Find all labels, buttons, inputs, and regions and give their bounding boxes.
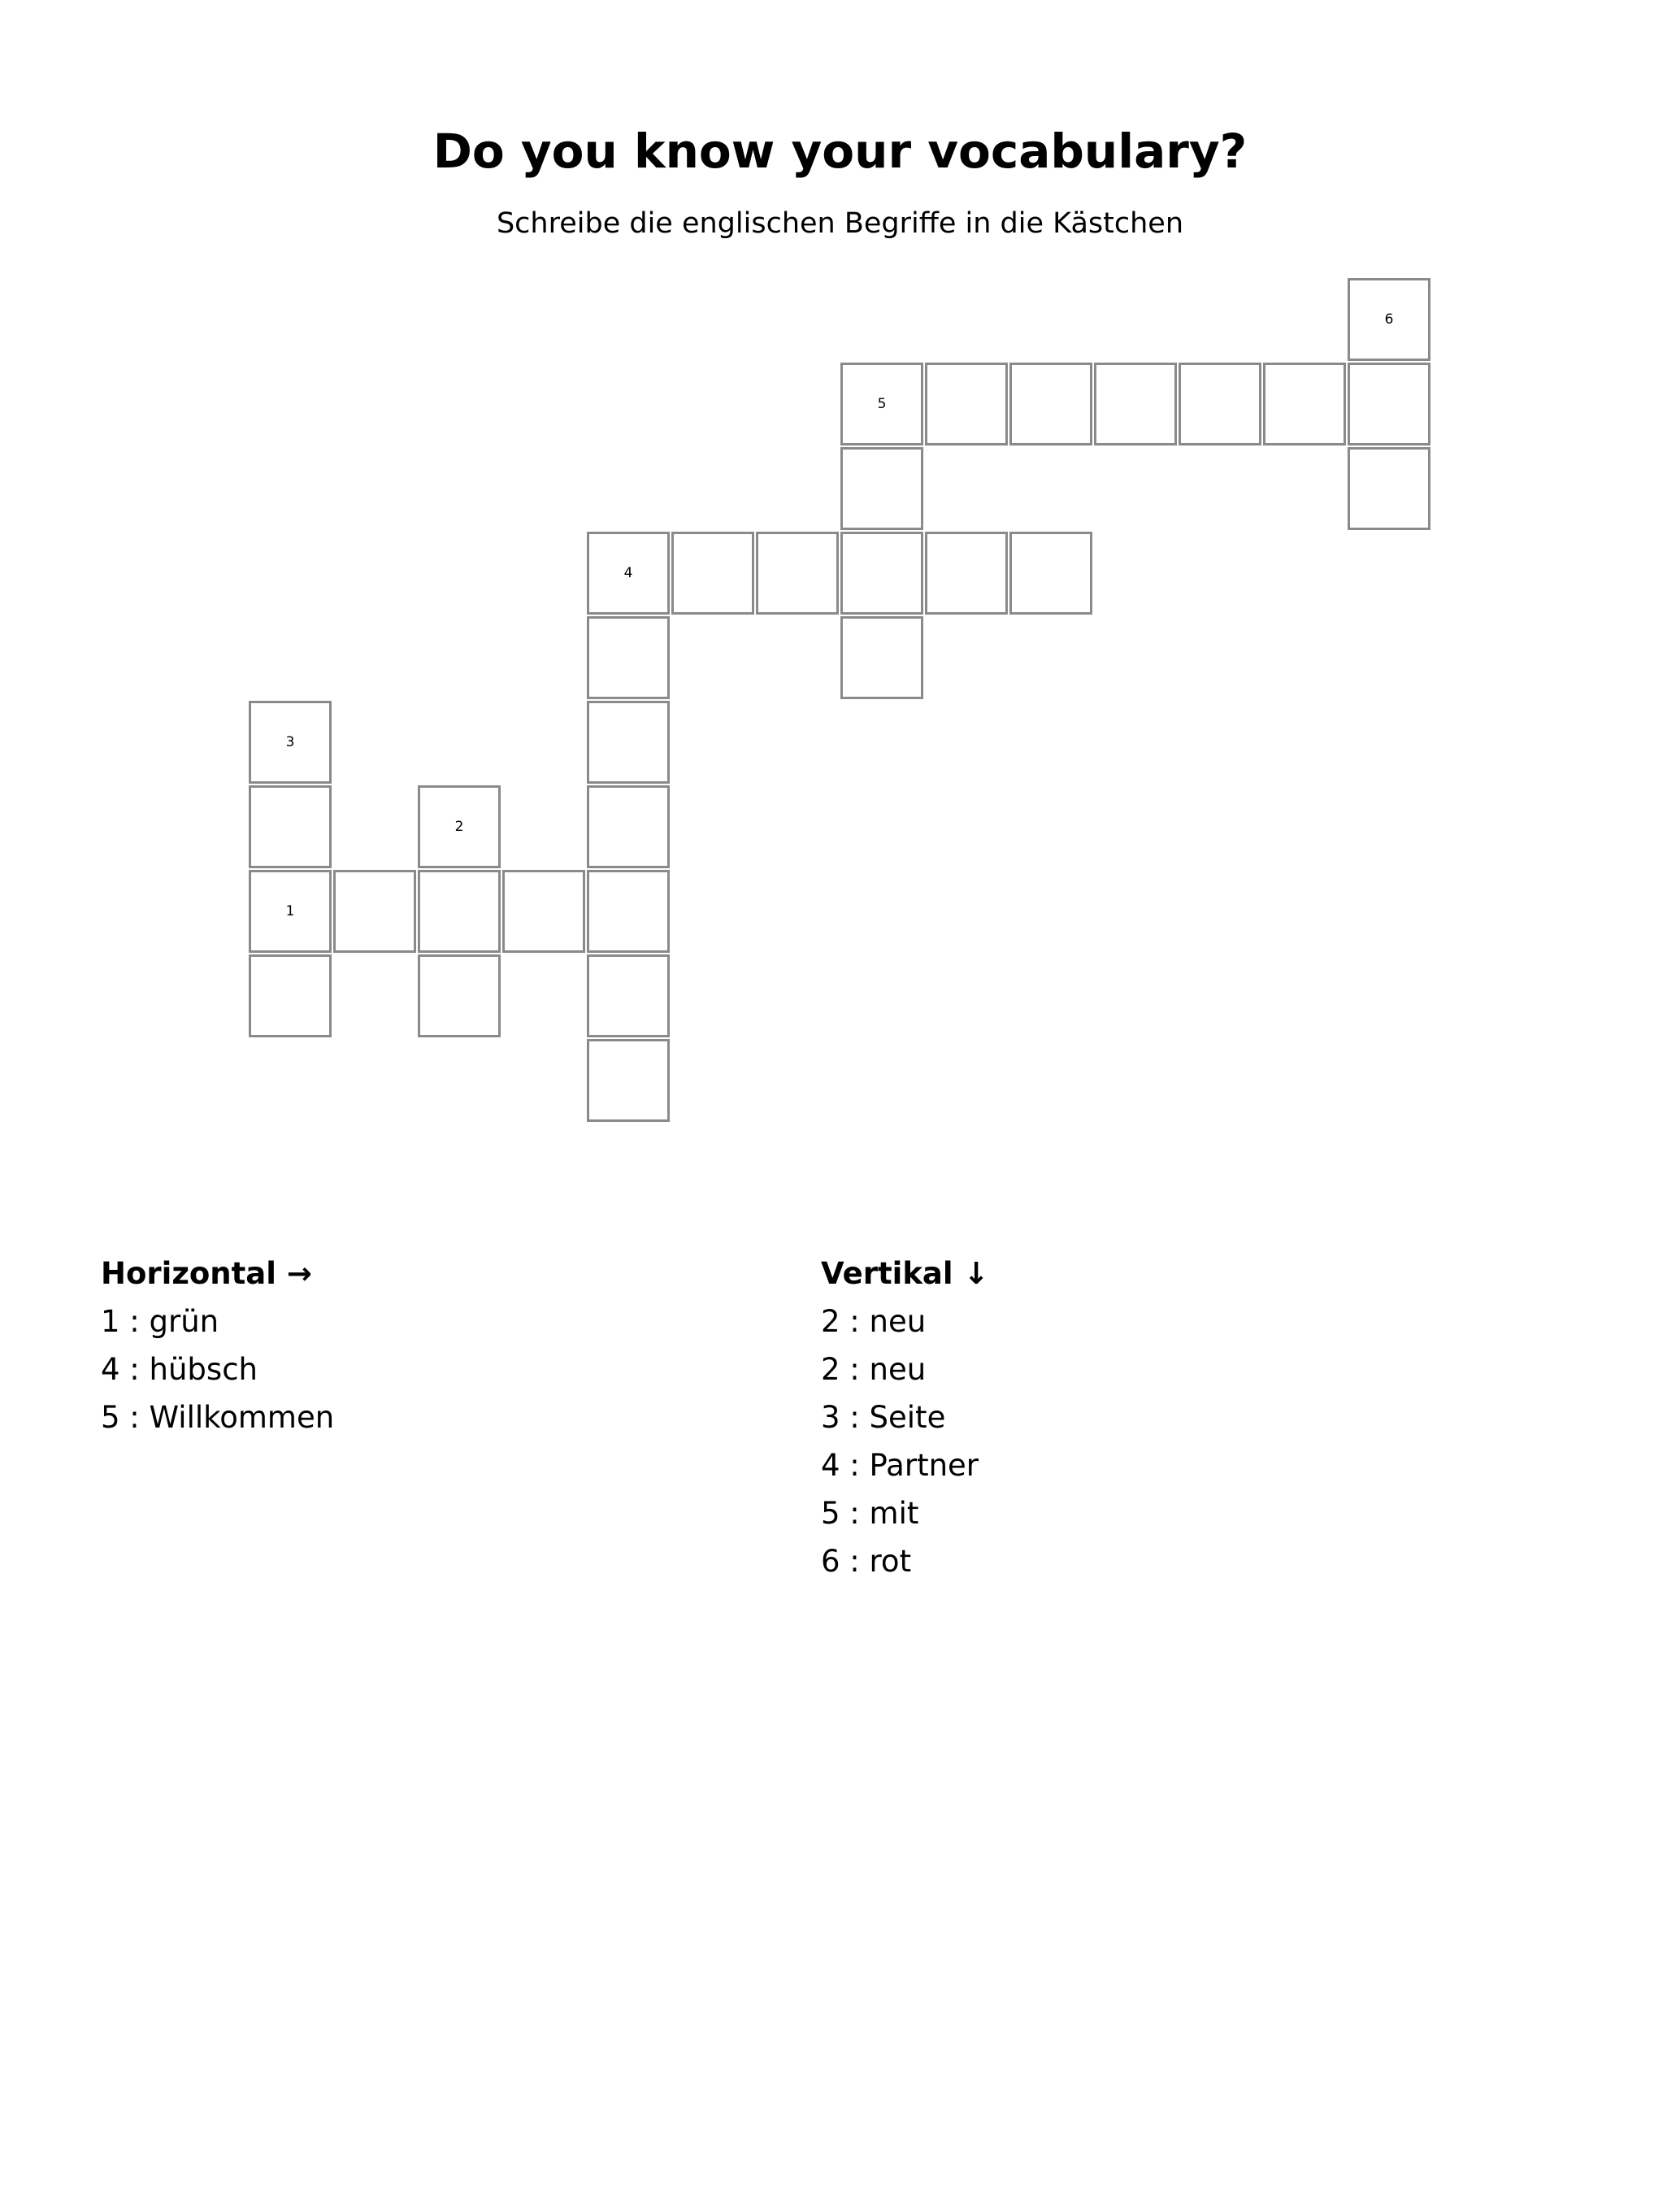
clue-item: 4 : hübsch (101, 1352, 258, 1387)
crossword-cell[interactable] (587, 870, 670, 953)
crossword-cell[interactable] (249, 870, 332, 953)
crossword-cell[interactable] (587, 701, 670, 784)
crossword-cell[interactable] (587, 532, 670, 615)
crossword-cell[interactable] (418, 785, 501, 868)
crossword-cell[interactable] (925, 363, 1008, 446)
clues-down-list (821, 1297, 988, 1585)
crossword-cell[interactable] (587, 1039, 670, 1122)
crossword-cell[interactable] (333, 870, 416, 953)
crossword-cell[interactable] (1263, 363, 1346, 446)
crossword-cell[interactable] (1179, 363, 1261, 446)
crossword-cell[interactable] (840, 447, 923, 530)
clues-down-heading: Vertikal ↓ (821, 1256, 989, 1291)
clue-item: 3 : Seite (821, 1400, 946, 1435)
page-subtitle: Schreibe die englischen Begriffe in die Kästchen (496, 207, 1184, 240)
crossword-cell[interactable] (1009, 532, 1092, 615)
clues-across-list (101, 1297, 334, 1441)
crossword-cell[interactable] (1094, 363, 1177, 446)
crossword-cell[interactable] (249, 954, 332, 1037)
clue-item: 6 : rot (821, 1544, 912, 1579)
crossword-cell[interactable] (840, 363, 923, 446)
crossword-cell[interactable] (502, 870, 585, 953)
crossword-cell[interactable] (840, 616, 923, 699)
clues-across (101, 1250, 334, 1441)
page-title: Do you know your vocabulary? (432, 124, 1248, 179)
clue-item: 2 : neu (821, 1304, 927, 1339)
clue-item: 1 : grün (101, 1304, 219, 1339)
clue-number: 6 (1384, 311, 1394, 328)
crossword-cell[interactable] (1348, 447, 1430, 530)
clue-item: 5 : Willkommen (101, 1400, 335, 1435)
crossword-cell[interactable] (587, 616, 670, 699)
crossword-cell[interactable] (925, 532, 1008, 615)
crossword-cell[interactable] (249, 785, 332, 868)
crossword-cell[interactable] (249, 701, 332, 784)
clue-item: 4 : Partner (821, 1448, 979, 1483)
clue-item: 5 : mit (821, 1496, 919, 1531)
crossword-cell[interactable] (671, 532, 754, 615)
clue-item: 2 : neu (821, 1352, 927, 1387)
crossword-cell[interactable] (840, 532, 923, 615)
crossword-cell[interactable] (1009, 363, 1092, 446)
clue-number: 4 (623, 565, 633, 581)
crossword-cell[interactable] (418, 870, 501, 953)
clue-number: 2 (454, 819, 464, 835)
clue-number: 5 (877, 396, 887, 412)
clues-across-heading: Horizontal → (101, 1256, 312, 1291)
clue-number: 3 (285, 734, 295, 750)
crossword-cell[interactable] (1348, 278, 1430, 361)
crossword-cell[interactable] (1348, 363, 1430, 446)
crossword-cell[interactable] (756, 532, 839, 615)
crossword-cell[interactable] (418, 954, 501, 1037)
crossword-cell[interactable] (587, 954, 670, 1037)
clues-down (821, 1250, 988, 1585)
crossword-cell[interactable] (587, 785, 670, 868)
clue-number: 1 (285, 903, 295, 919)
